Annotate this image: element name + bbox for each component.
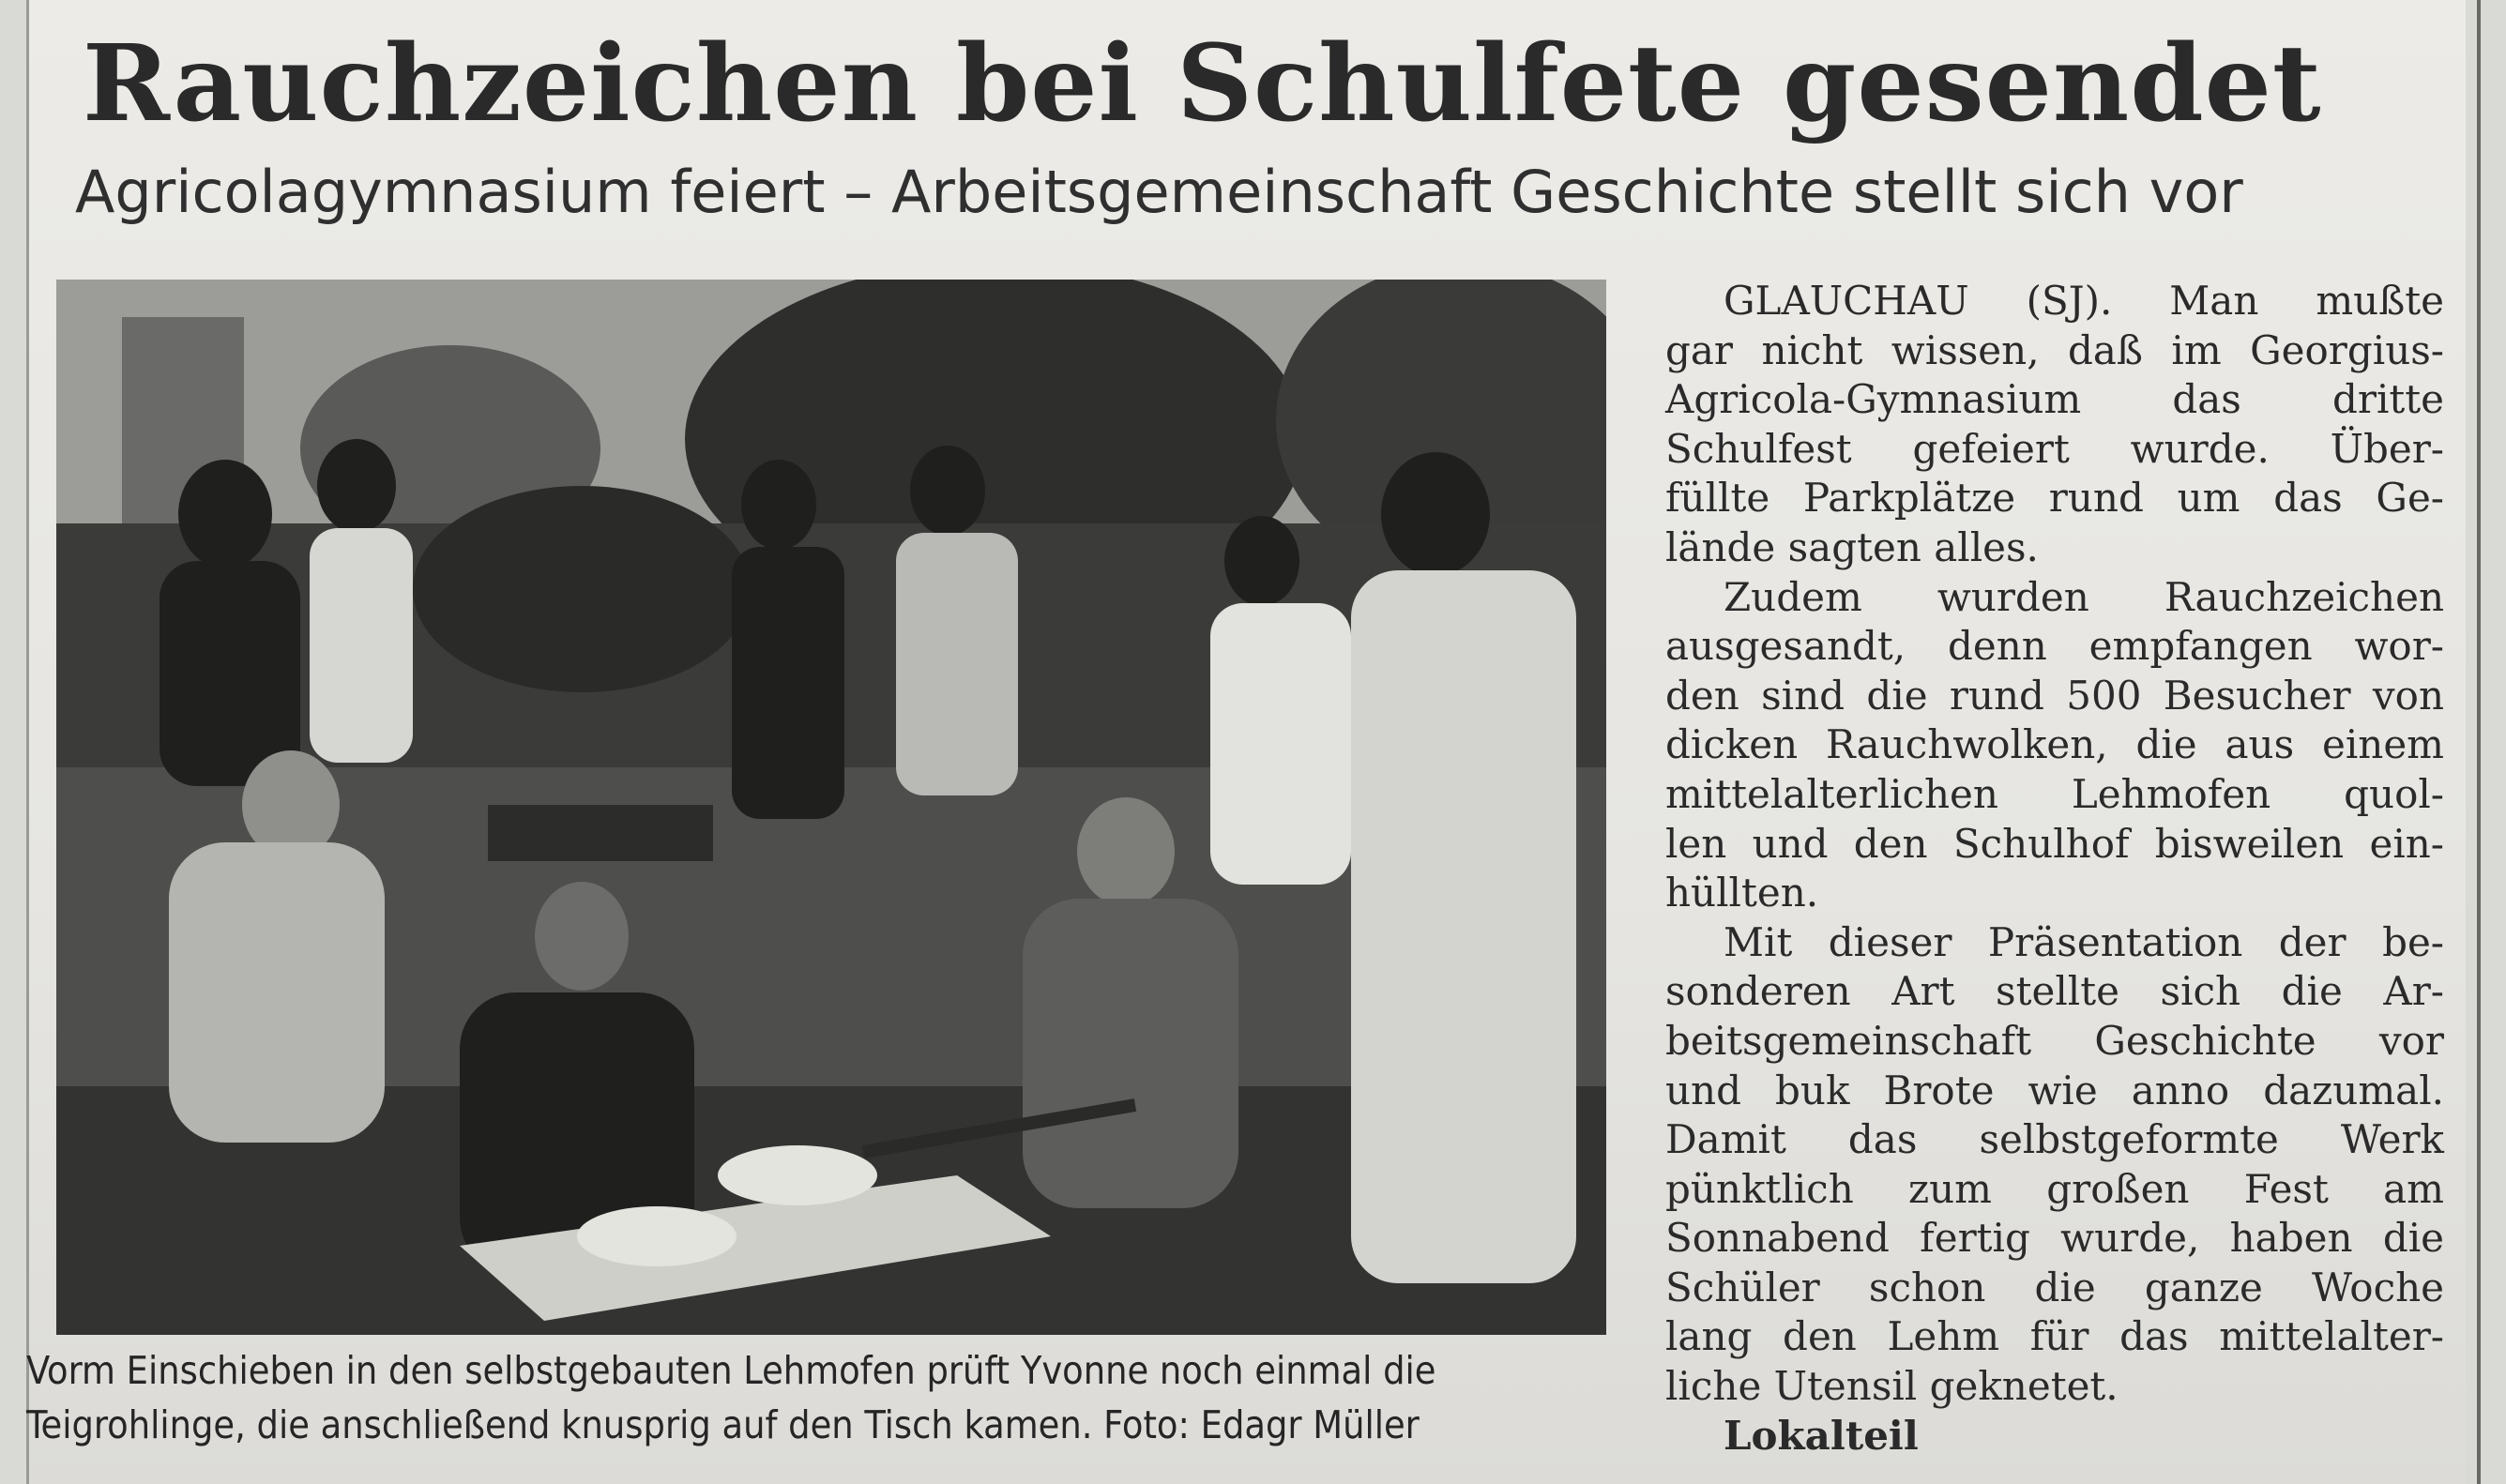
- body-line: Agricola-Gymnasium das dritte: [1665, 376, 2444, 423]
- body-line: Zudem wurden Rauchzeichen: [1724, 573, 2444, 620]
- body-line: beitsgemeinschaft Geschichte vor: [1665, 1017, 2444, 1064]
- caption-line: Vorm Einschieben in den selbstgebauten Lehmofen prüft Yvonne noch einmal die: [26, 1348, 1436, 1393]
- body-line: hüllten.: [1665, 870, 1819, 916]
- body-line: und buk Brote wie anno dazumal.: [1665, 1067, 2444, 1113]
- caption-line: Teigrohlinge, die anschließend knusprig auf den Tisch kamen. Foto: Edagr Müller: [26, 1402, 1420, 1447]
- body-line: sonderen Art stellte sich die Ar-: [1665, 968, 2444, 1015]
- clipping-left-edge: [26, 0, 29, 1484]
- body-line: liche Utensil geknetet.: [1665, 1363, 2119, 1410]
- body-line: pünktlich zum großen Fest am: [1665, 1165, 2444, 1212]
- photo-caption: [26, 1343, 1621, 1452]
- article-headline: Rauchzeichen bei Schulfete gesendet: [83, 23, 2322, 145]
- body-line: mittelalterlichen Lehmofen quol-: [1665, 770, 2444, 817]
- body-line: Damit das selbstgeformte Werk: [1665, 1116, 2444, 1163]
- section-reference: Lokalteil: [1724, 1412, 1919, 1459]
- body-line: Schulfest gefeiert wurde. Über-: [1665, 425, 2444, 472]
- body-line: Schüler schon die ganze Woche: [1665, 1264, 2444, 1310]
- body-line: len und den Schulhof bisweilen ein-: [1665, 820, 2444, 867]
- article-body: [1665, 277, 2444, 1461]
- body-line: GLAUCHAU (SJ). Man mußte: [1724, 278, 2444, 324]
- article-photo: [56, 280, 1606, 1335]
- photo-illustration: [56, 280, 1606, 1335]
- body-line: lang den Lehm für das mittelalter-: [1665, 1313, 2444, 1360]
- body-line: Mit dieser Präsentation der be-: [1724, 918, 2444, 965]
- body-line: gar nicht wissen, daß im Georgius-: [1665, 326, 2444, 373]
- article-subheadline: Agricolagymnasium feiert – Arbeitsgemeinschaft Geschichte stellt sich vor: [75, 158, 2243, 226]
- body-line: den sind die rund 500 Besucher von: [1665, 672, 2444, 719]
- body-line: Sonnabend fertig wurde, haben die: [1665, 1215, 2444, 1262]
- body-line: lände sagten alles.: [1665, 523, 2039, 570]
- clipping-right-border: [2477, 0, 2481, 1484]
- body-line: ausgesandt, denn empfangen wor-: [1665, 623, 2444, 670]
- body-line: dicken Rauchwolken, die aus einem: [1665, 721, 2444, 768]
- body-line: füllte Parkplätze rund um das Ge-: [1665, 475, 2444, 522]
